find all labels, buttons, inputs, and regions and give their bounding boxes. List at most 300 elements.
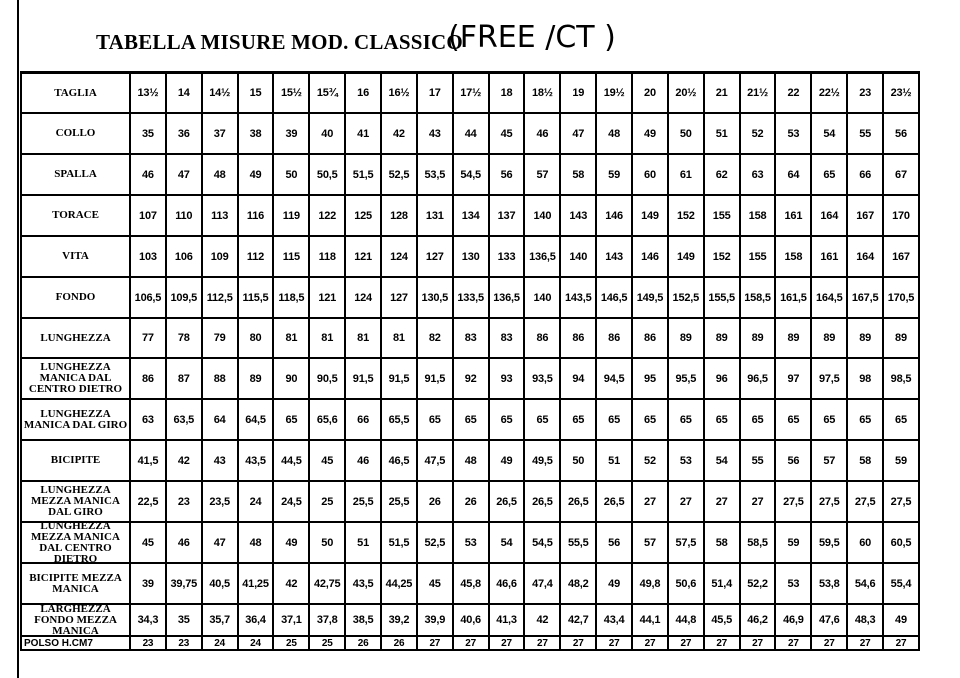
table-cell: 78 bbox=[167, 319, 203, 357]
table-cell: 49 bbox=[490, 441, 526, 480]
table-cell: 45,8 bbox=[454, 564, 490, 603]
table-cell: 52 bbox=[741, 114, 777, 153]
table-cell: 26 bbox=[346, 637, 382, 649]
table-cell: 51 bbox=[597, 441, 633, 480]
table-row bbox=[22, 602, 920, 637]
table-cell: 110 bbox=[167, 196, 203, 235]
table-cell: 137 bbox=[490, 196, 526, 235]
table-cell: 21 bbox=[705, 74, 741, 112]
table-row bbox=[22, 196, 920, 237]
table-cell: 22,5 bbox=[131, 482, 167, 521]
table-cell: 158 bbox=[741, 196, 777, 235]
table-cell: 48 bbox=[454, 441, 490, 480]
table-cell: 46,6 bbox=[490, 564, 526, 603]
table-cell: 136,5 bbox=[525, 237, 561, 276]
table-cell: 35 bbox=[167, 605, 203, 635]
table-cell: 161 bbox=[776, 196, 812, 235]
table-cell: 37,1 bbox=[274, 605, 310, 635]
table-cell: 45,5 bbox=[705, 605, 741, 635]
table-cell: 63 bbox=[131, 400, 167, 439]
table-cell: 89 bbox=[812, 319, 848, 357]
table-cell: 124 bbox=[346, 278, 382, 317]
table-cell: 164,5 bbox=[812, 278, 848, 317]
table-cell: 89 bbox=[848, 319, 884, 357]
table-cell: 50 bbox=[310, 523, 346, 562]
table-cell: 81 bbox=[310, 319, 346, 357]
table-cell: 27 bbox=[490, 637, 526, 649]
table-cell: 55,5 bbox=[561, 523, 597, 562]
table-cell: 23 bbox=[131, 637, 167, 649]
table-cell: 18½ bbox=[525, 74, 561, 112]
table-cell: 27,5 bbox=[812, 482, 848, 521]
table-row bbox=[22, 637, 920, 651]
table-cell: 49 bbox=[884, 605, 920, 635]
table-cell: 39,2 bbox=[382, 605, 418, 635]
table-cell: 48,2 bbox=[561, 564, 597, 603]
table-cell: 143 bbox=[597, 237, 633, 276]
table-cell: 59 bbox=[776, 523, 812, 562]
table-cell: 167,5 bbox=[848, 278, 884, 317]
table-cell: 146 bbox=[597, 196, 633, 235]
table-cell: 18 bbox=[490, 74, 526, 112]
table-cell: 52 bbox=[633, 441, 669, 480]
table-row bbox=[22, 519, 920, 565]
table-cell: 66 bbox=[848, 155, 884, 194]
table-cell: 24 bbox=[203, 637, 239, 649]
table-cell: 94,5 bbox=[597, 359, 633, 398]
table-cell: 161 bbox=[812, 237, 848, 276]
table-cell: 24,5 bbox=[274, 482, 310, 521]
table-cell: 48 bbox=[239, 523, 275, 562]
table-cell: 45 bbox=[490, 114, 526, 153]
table-cell: 53,8 bbox=[812, 564, 848, 603]
table-cell: 95 bbox=[633, 359, 669, 398]
table-cell: 53 bbox=[669, 441, 705, 480]
table-cell: 90 bbox=[274, 359, 310, 398]
table-cell: 131 bbox=[418, 196, 454, 235]
table-cell: 54,6 bbox=[848, 564, 884, 603]
table-cell: 164 bbox=[848, 237, 884, 276]
table-cell: 146 bbox=[633, 237, 669, 276]
table-cell: 125 bbox=[346, 196, 382, 235]
table-row bbox=[22, 441, 920, 482]
table-cell: 27 bbox=[525, 637, 561, 649]
table-cell: 46,5 bbox=[382, 441, 418, 480]
table-cell: 48 bbox=[203, 155, 239, 194]
table-cell: 56 bbox=[597, 523, 633, 562]
table-cell: 48 bbox=[597, 114, 633, 153]
table-cell: 46,9 bbox=[776, 605, 812, 635]
table-cell: 60 bbox=[848, 523, 884, 562]
table-cell: 118,5 bbox=[274, 278, 310, 317]
table-cell: 26,5 bbox=[597, 482, 633, 521]
table-cell: 63 bbox=[741, 155, 777, 194]
row-label: COLLO bbox=[22, 114, 131, 153]
table-cell: 106 bbox=[167, 237, 203, 276]
table-cell: 27 bbox=[884, 637, 920, 649]
table-cell: 164 bbox=[812, 196, 848, 235]
table-cell: 24 bbox=[239, 637, 275, 649]
table-cell: 65,6 bbox=[310, 400, 346, 439]
table-cell: 82 bbox=[418, 319, 454, 357]
table-cell: 87 bbox=[167, 359, 203, 398]
table-cell: 152 bbox=[669, 196, 705, 235]
table-cell: 98 bbox=[848, 359, 884, 398]
table-cell: 23,5 bbox=[203, 482, 239, 521]
table-cell: 55 bbox=[848, 114, 884, 153]
table-cell: 170,5 bbox=[884, 278, 920, 317]
table-cell: 39 bbox=[131, 564, 167, 603]
table-cell: 94 bbox=[561, 359, 597, 398]
table-cell: 41,25 bbox=[239, 564, 275, 603]
table-cell: 51,5 bbox=[382, 523, 418, 562]
table-cell: 35,7 bbox=[203, 605, 239, 635]
table-cell: 43,5 bbox=[346, 564, 382, 603]
page-title: TABELLA MISURE MOD. CLASSICO bbox=[96, 30, 463, 54]
table-cell: 14½ bbox=[203, 74, 239, 112]
table-cell: 61 bbox=[669, 155, 705, 194]
table-row bbox=[22, 237, 920, 278]
table-cell: 39,9 bbox=[418, 605, 454, 635]
table-cell: 59,5 bbox=[812, 523, 848, 562]
table-cell: 140 bbox=[561, 237, 597, 276]
table-cell: 60 bbox=[633, 155, 669, 194]
table-cell: 23 bbox=[167, 482, 203, 521]
table-cell: 52,2 bbox=[741, 564, 777, 603]
table-cell: 34,3 bbox=[131, 605, 167, 635]
table-cell: 65 bbox=[597, 400, 633, 439]
table-cell: 49 bbox=[597, 564, 633, 603]
table-cell: 23 bbox=[167, 637, 203, 649]
table-cell: 63,5 bbox=[167, 400, 203, 439]
table-cell: 58 bbox=[561, 155, 597, 194]
table-cell: 136,5 bbox=[490, 278, 526, 317]
table-cell: 24 bbox=[239, 482, 275, 521]
table-cell: 42,7 bbox=[561, 605, 597, 635]
table-cell: 133,5 bbox=[454, 278, 490, 317]
table-row bbox=[22, 400, 920, 441]
table-cell: 27 bbox=[454, 637, 490, 649]
table-cell: 54,5 bbox=[525, 523, 561, 562]
table-cell: 130 bbox=[454, 237, 490, 276]
table-cell: 41,5 bbox=[131, 441, 167, 480]
table-cell: 89 bbox=[669, 319, 705, 357]
table-cell: 96,5 bbox=[741, 359, 777, 398]
table-cell: 90,5 bbox=[310, 359, 346, 398]
row-label: TORACE bbox=[22, 196, 131, 235]
table-cell: 47,5 bbox=[418, 441, 454, 480]
table-cell: 113 bbox=[203, 196, 239, 235]
table-cell: 57 bbox=[812, 441, 848, 480]
table-cell: 38,5 bbox=[346, 605, 382, 635]
table-cell: 47,4 bbox=[525, 564, 561, 603]
table-cell: 20 bbox=[633, 74, 669, 112]
table-cell: 41,3 bbox=[490, 605, 526, 635]
table-cell: 65 bbox=[776, 400, 812, 439]
table-cell: 109 bbox=[203, 237, 239, 276]
table-cell: 119 bbox=[274, 196, 310, 235]
table-row bbox=[22, 114, 920, 155]
table-cell: 49,5 bbox=[525, 441, 561, 480]
table-cell: 27,5 bbox=[848, 482, 884, 521]
row-label: FONDO bbox=[22, 278, 131, 317]
table-cell: 15¾ bbox=[310, 74, 346, 112]
table-cell: 83 bbox=[454, 319, 490, 357]
table-cell: 89 bbox=[705, 319, 741, 357]
table-cell: 81 bbox=[274, 319, 310, 357]
table-cell: 65 bbox=[669, 400, 705, 439]
table-row bbox=[22, 319, 920, 359]
table-cell: 42,75 bbox=[310, 564, 346, 603]
table-cell: 80 bbox=[239, 319, 275, 357]
table-cell: 27 bbox=[848, 637, 884, 649]
table-cell: 65 bbox=[490, 400, 526, 439]
table-cell: 167 bbox=[848, 196, 884, 235]
table-cell: 67 bbox=[884, 155, 920, 194]
table-cell: 44,1 bbox=[633, 605, 669, 635]
table-cell: 49 bbox=[633, 114, 669, 153]
table-cell: 51,4 bbox=[705, 564, 741, 603]
row-label: VITA bbox=[22, 237, 131, 276]
table-cell: 15½ bbox=[274, 74, 310, 112]
table-cell: 83 bbox=[490, 319, 526, 357]
table-cell: 155 bbox=[705, 196, 741, 235]
table-cell: 51 bbox=[705, 114, 741, 153]
table-cell: 25 bbox=[274, 637, 310, 649]
table-cell: 89 bbox=[884, 319, 920, 357]
table-cell: 155 bbox=[741, 237, 777, 276]
table-cell: 86 bbox=[633, 319, 669, 357]
table-cell: 93,5 bbox=[525, 359, 561, 398]
table-cell: 65 bbox=[633, 400, 669, 439]
table-cell: 98,5 bbox=[884, 359, 920, 398]
table-cell: 54 bbox=[812, 114, 848, 153]
table-cell: 50,6 bbox=[669, 564, 705, 603]
table-cell: 25,5 bbox=[382, 482, 418, 521]
table-cell: 45 bbox=[418, 564, 454, 603]
table-cell: 134 bbox=[454, 196, 490, 235]
table-cell: 44 bbox=[454, 114, 490, 153]
row-label: LUNGHEZZA bbox=[22, 319, 131, 357]
table-cell: 62 bbox=[705, 155, 741, 194]
table-cell: 42 bbox=[525, 605, 561, 635]
table-cell: 127 bbox=[382, 278, 418, 317]
table-cell: 122 bbox=[310, 196, 346, 235]
table-cell: 23½ bbox=[884, 74, 920, 112]
table-cell: 93 bbox=[490, 359, 526, 398]
table-cell: 128 bbox=[382, 196, 418, 235]
table-cell: 91,5 bbox=[346, 359, 382, 398]
table-cell: 42 bbox=[274, 564, 310, 603]
table-cell: 57 bbox=[633, 523, 669, 562]
table-cell: 96 bbox=[705, 359, 741, 398]
table-cell: 27 bbox=[669, 482, 705, 521]
table-cell: 19 bbox=[561, 74, 597, 112]
table-cell: 79 bbox=[203, 319, 239, 357]
table-cell: 25 bbox=[310, 482, 346, 521]
table-cell: 127 bbox=[418, 237, 454, 276]
table-cell: 54 bbox=[705, 441, 741, 480]
table-cell: 50 bbox=[561, 441, 597, 480]
table-cell: 17 bbox=[418, 74, 454, 112]
table-cell: 45 bbox=[310, 441, 346, 480]
table-cell: 89 bbox=[741, 319, 777, 357]
table-row bbox=[22, 155, 920, 196]
table-cell: 15 bbox=[239, 74, 275, 112]
table-cell: 27 bbox=[741, 482, 777, 521]
table-cell: 143 bbox=[561, 196, 597, 235]
table-cell: 43 bbox=[203, 441, 239, 480]
table-cell: 20½ bbox=[669, 74, 705, 112]
table-cell: 59 bbox=[884, 441, 920, 480]
table-cell: 27 bbox=[597, 637, 633, 649]
table-cell: 124 bbox=[382, 237, 418, 276]
table-cell: 25,5 bbox=[346, 482, 382, 521]
handwritten-note: (FREE /CT ) bbox=[448, 20, 616, 55]
table-cell: 46 bbox=[525, 114, 561, 153]
table-cell: 52,5 bbox=[382, 155, 418, 194]
table-cell: 55,4 bbox=[884, 564, 920, 603]
table-cell: 95,5 bbox=[669, 359, 705, 398]
table-cell: 115 bbox=[274, 237, 310, 276]
table-cell: 77 bbox=[131, 319, 167, 357]
table-cell: 46 bbox=[346, 441, 382, 480]
table-row bbox=[22, 564, 920, 605]
table-cell: 36 bbox=[167, 114, 203, 153]
table-cell: 46 bbox=[131, 155, 167, 194]
table-cell: 92 bbox=[454, 359, 490, 398]
table-cell: 27 bbox=[418, 637, 454, 649]
table-cell: 13½ bbox=[131, 74, 167, 112]
row-label: LUNGHEZZA MEZZA MANICA DAL GIRO bbox=[22, 482, 131, 521]
table-cell: 47,6 bbox=[812, 605, 848, 635]
table-cell: 19½ bbox=[597, 74, 633, 112]
table-cell: 43 bbox=[418, 114, 454, 153]
table-cell: 143,5 bbox=[561, 278, 597, 317]
table-cell: 103 bbox=[131, 237, 167, 276]
table-cell: 22 bbox=[776, 74, 812, 112]
table-cell: 27 bbox=[741, 637, 777, 649]
table-cell: 35 bbox=[131, 114, 167, 153]
table-cell: 14 bbox=[167, 74, 203, 112]
table-cell: 149,5 bbox=[633, 278, 669, 317]
table-cell: 60,5 bbox=[884, 523, 920, 562]
table-cell: 59 bbox=[597, 155, 633, 194]
table-cell: 50 bbox=[669, 114, 705, 153]
table-cell: 50 bbox=[274, 155, 310, 194]
table-cell: 48,3 bbox=[848, 605, 884, 635]
table-cell: 170 bbox=[884, 196, 920, 235]
table-cell: 116 bbox=[239, 196, 275, 235]
table-cell: 26 bbox=[454, 482, 490, 521]
row-label: POLSO H.CM7 bbox=[22, 637, 131, 649]
table-row bbox=[22, 359, 920, 400]
table-cell: 152,5 bbox=[669, 278, 705, 317]
table-cell: 65 bbox=[705, 400, 741, 439]
table-cell: 57 bbox=[525, 155, 561, 194]
table-cell: 65,5 bbox=[382, 400, 418, 439]
table-cell: 158 bbox=[776, 237, 812, 276]
row-label: LUNGHEZZA MANICA DAL CENTRO DIETRO bbox=[22, 359, 131, 398]
table-cell: 57,5 bbox=[669, 523, 705, 562]
page-left-border bbox=[17, 0, 19, 678]
table-cell: 152 bbox=[705, 237, 741, 276]
table-cell: 155,5 bbox=[705, 278, 741, 317]
table-cell: 40,6 bbox=[454, 605, 490, 635]
table-cell: 140 bbox=[525, 278, 561, 317]
table-cell: 121 bbox=[346, 237, 382, 276]
table-cell: 21½ bbox=[741, 74, 777, 112]
table-cell: 40 bbox=[310, 114, 346, 153]
table-cell: 40,5 bbox=[203, 564, 239, 603]
table-cell: 161,5 bbox=[776, 278, 812, 317]
table-cell: 140 bbox=[525, 196, 561, 235]
row-label: SPALLA bbox=[22, 155, 131, 194]
table-cell: 89 bbox=[776, 319, 812, 357]
table-cell: 47 bbox=[561, 114, 597, 153]
table-cell: 44,25 bbox=[382, 564, 418, 603]
table-cell: 47 bbox=[203, 523, 239, 562]
table-cell: 65 bbox=[741, 400, 777, 439]
table-cell: 65 bbox=[812, 400, 848, 439]
table-cell: 50,5 bbox=[310, 155, 346, 194]
table-cell: 64 bbox=[776, 155, 812, 194]
table-cell: 109,5 bbox=[167, 278, 203, 317]
table-cell: 56 bbox=[776, 441, 812, 480]
row-label: LARGHEZZA FONDO MEZZA MANICA bbox=[22, 605, 131, 635]
table-cell: 27 bbox=[633, 637, 669, 649]
table-cell: 38 bbox=[239, 114, 275, 153]
table-cell: 65 bbox=[561, 400, 597, 439]
table-cell: 112 bbox=[239, 237, 275, 276]
table-cell: 58,5 bbox=[741, 523, 777, 562]
row-label: LUNGHEZZA MANICA DAL GIRO bbox=[22, 400, 131, 439]
table-cell: 146,5 bbox=[597, 278, 633, 317]
row-label: BICIPITE bbox=[22, 441, 131, 480]
table-cell: 37 bbox=[203, 114, 239, 153]
table-cell: 49,8 bbox=[633, 564, 669, 603]
table-cell: 97,5 bbox=[812, 359, 848, 398]
table-cell: 65 bbox=[884, 400, 920, 439]
table-cell: 26 bbox=[418, 482, 454, 521]
table-cell: 53,5 bbox=[418, 155, 454, 194]
table-cell: 27 bbox=[633, 482, 669, 521]
table-row bbox=[22, 74, 920, 114]
table-cell: 43,5 bbox=[239, 441, 275, 480]
table-cell: 39 bbox=[274, 114, 310, 153]
table-cell: 86 bbox=[525, 319, 561, 357]
table-cell: 26 bbox=[382, 637, 418, 649]
table-cell: 42 bbox=[382, 114, 418, 153]
table-cell: 43,4 bbox=[597, 605, 633, 635]
table-cell: 130,5 bbox=[418, 278, 454, 317]
table-cell: 46 bbox=[167, 523, 203, 562]
table-cell: 65 bbox=[274, 400, 310, 439]
table-cell: 121 bbox=[310, 278, 346, 317]
table-cell: 16 bbox=[346, 74, 382, 112]
table-cell: 54 bbox=[490, 523, 526, 562]
table-cell: 133 bbox=[490, 237, 526, 276]
table-cell: 158,5 bbox=[741, 278, 777, 317]
table-cell: 81 bbox=[346, 319, 382, 357]
table-cell: 27 bbox=[776, 637, 812, 649]
table-cell: 106,5 bbox=[131, 278, 167, 317]
table-cell: 65 bbox=[525, 400, 561, 439]
table-cell: 89 bbox=[239, 359, 275, 398]
table-cell: 64 bbox=[203, 400, 239, 439]
table-cell: 26,5 bbox=[490, 482, 526, 521]
table-cell: 39,75 bbox=[167, 564, 203, 603]
